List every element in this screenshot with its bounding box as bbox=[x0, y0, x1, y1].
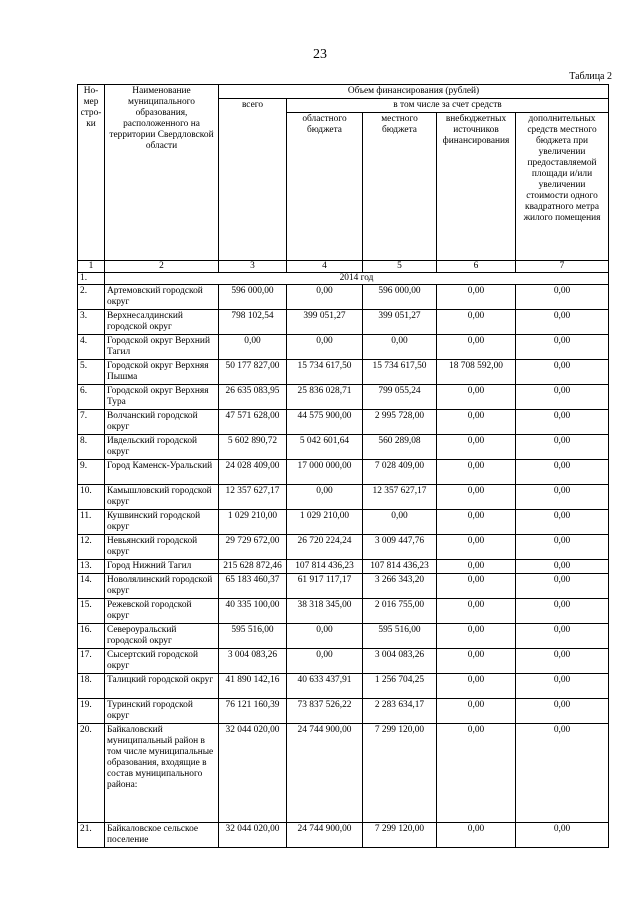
header-extra-budgetary: внебюджетных источников финансирования bbox=[437, 113, 516, 261]
column-number: 2 bbox=[105, 261, 219, 273]
regional-budget-amount: 25 836 028,71 bbox=[287, 385, 363, 410]
row-number: 10. bbox=[78, 485, 105, 510]
regional-budget-amount: 40 633 437,91 bbox=[287, 674, 363, 699]
municipality-name: Кушвинский городской округ bbox=[105, 510, 219, 535]
municipality-name: Байкаловский муниципальный район в том числе муниципальные образования, входящие в состав муниципального района: bbox=[105, 724, 219, 823]
row-number: 17. bbox=[78, 649, 105, 674]
header-total: всего bbox=[219, 99, 287, 261]
regional-budget-amount: 17 000 000,00 bbox=[287, 460, 363, 485]
table-body bbox=[78, 261, 609, 848]
regional-budget-amount: 0,00 bbox=[287, 285, 363, 310]
additional-funds-amount: 0,00 bbox=[516, 435, 609, 460]
table-row bbox=[78, 699, 609, 724]
local-budget-amount: 7 028 409,00 bbox=[363, 460, 437, 485]
regional-budget-amount: 5 042 601,64 bbox=[287, 435, 363, 460]
year-row-number: 1. bbox=[78, 273, 105, 285]
local-budget-amount: 107 814 436,23 bbox=[363, 560, 437, 574]
regional-budget-amount: 26 720 224,24 bbox=[287, 535, 363, 560]
local-budget-amount: 3 266 343,20 bbox=[363, 574, 437, 599]
additional-funds-amount: 0,00 bbox=[516, 485, 609, 510]
additional-funds-amount: 0,00 bbox=[516, 285, 609, 310]
extra-budgetary-amount: 0,00 bbox=[437, 510, 516, 535]
municipality-name: Верхнесалдинский городской округ bbox=[105, 310, 219, 335]
total-amount: 76 121 160,39 bbox=[219, 699, 287, 724]
additional-funds-amount: 0,00 bbox=[516, 624, 609, 649]
row-number: 14. bbox=[78, 574, 105, 599]
regional-budget-amount: 399 051,27 bbox=[287, 310, 363, 335]
additional-funds-amount: 0,00 bbox=[516, 510, 609, 535]
row-number: 7. bbox=[78, 410, 105, 435]
regional-budget-amount: 24 744 900,00 bbox=[287, 724, 363, 823]
regional-budget-amount: 0,00 bbox=[287, 335, 363, 360]
local-budget-amount: 0,00 bbox=[363, 510, 437, 535]
additional-funds-amount: 0,00 bbox=[516, 310, 609, 335]
additional-funds-amount: 0,00 bbox=[516, 649, 609, 674]
municipality-name: Новолялинский городской округ bbox=[105, 574, 219, 599]
row-number: 15. bbox=[78, 599, 105, 624]
additional-funds-amount: 0,00 bbox=[516, 560, 609, 574]
column-number: 1 bbox=[78, 261, 105, 273]
financing-table bbox=[77, 84, 609, 848]
row-number: 19. bbox=[78, 699, 105, 724]
total-amount: 40 335 100,00 bbox=[219, 599, 287, 624]
header-including-sources: в том числе за счет средств bbox=[287, 99, 609, 113]
municipality-name: Камышловский городской округ bbox=[105, 485, 219, 510]
municipality-name: Талицкий городской округ bbox=[105, 674, 219, 699]
total-amount: 798 102,54 bbox=[219, 310, 287, 335]
local-budget-amount: 0,00 bbox=[363, 335, 437, 360]
municipality-name: Городской округ Верхний Тагил bbox=[105, 335, 219, 360]
row-number: 5. bbox=[78, 360, 105, 385]
table-row bbox=[78, 535, 609, 560]
extra-budgetary-amount: 0,00 bbox=[437, 535, 516, 560]
row-number: 3. bbox=[78, 310, 105, 335]
table-row bbox=[78, 510, 609, 535]
row-number: 20. bbox=[78, 724, 105, 823]
additional-funds-amount: 0,00 bbox=[516, 360, 609, 385]
extra-budgetary-amount: 0,00 bbox=[437, 699, 516, 724]
column-number: 4 bbox=[287, 261, 363, 273]
extra-budgetary-amount: 0,00 bbox=[437, 335, 516, 360]
local-budget-amount: 595 516,00 bbox=[363, 624, 437, 649]
extra-budgetary-amount: 0,00 bbox=[437, 574, 516, 599]
extra-budgetary-amount: 0,00 bbox=[437, 435, 516, 460]
column-numbers-row bbox=[78, 261, 609, 273]
total-amount: 47 571 628,00 bbox=[219, 410, 287, 435]
table-row bbox=[78, 724, 609, 823]
municipality-name: Туринский городской округ bbox=[105, 699, 219, 724]
municipality-name: Город Каменск-Уральский bbox=[105, 460, 219, 485]
extra-budgetary-amount: 0,00 bbox=[437, 460, 516, 485]
additional-funds-amount: 0,00 bbox=[516, 599, 609, 624]
regional-budget-amount: 1 029 210,00 bbox=[287, 510, 363, 535]
row-number: 2. bbox=[78, 285, 105, 310]
additional-funds-amount: 0,00 bbox=[516, 335, 609, 360]
extra-budgetary-amount: 0,00 bbox=[437, 285, 516, 310]
header-row-number: Но-мер стро-ки bbox=[78, 85, 105, 261]
total-amount: 596 000,00 bbox=[219, 285, 287, 310]
extra-budgetary-amount: 0,00 bbox=[437, 674, 516, 699]
year-row bbox=[78, 273, 609, 285]
table-row bbox=[78, 560, 609, 574]
total-amount: 29 729 672,00 bbox=[219, 535, 287, 560]
local-budget-amount: 2 283 634,17 bbox=[363, 699, 437, 724]
header-regional-budget: областного бюджета bbox=[287, 113, 363, 261]
extra-budgetary-amount: 0,00 bbox=[437, 624, 516, 649]
column-number: 3 bbox=[219, 261, 287, 273]
table-row bbox=[78, 435, 609, 460]
row-number: 12. bbox=[78, 535, 105, 560]
table-header bbox=[78, 85, 609, 261]
header-local-budget: местного бюджета bbox=[363, 113, 437, 261]
table-label: Таблица 2 bbox=[569, 71, 612, 82]
table-row bbox=[78, 360, 609, 385]
local-budget-amount: 2 016 755,00 bbox=[363, 599, 437, 624]
local-budget-amount: 3 009 447,76 bbox=[363, 535, 437, 560]
column-number: 6 bbox=[437, 261, 516, 273]
municipality-name: Невьянский городской округ bbox=[105, 535, 219, 560]
extra-budgetary-amount: 0,00 bbox=[437, 599, 516, 624]
table-row bbox=[78, 410, 609, 435]
local-budget-amount: 1 256 704,25 bbox=[363, 674, 437, 699]
header-funding-volume: Объем финансирования (рублей) bbox=[219, 85, 609, 99]
row-number: 16. bbox=[78, 624, 105, 649]
municipality-name: Артемовский городской округ bbox=[105, 285, 219, 310]
year-label: 2014 год bbox=[105, 273, 609, 285]
row-number: 4. bbox=[78, 335, 105, 360]
row-number: 6. bbox=[78, 385, 105, 410]
additional-funds-amount: 0,00 bbox=[516, 410, 609, 435]
extra-budgetary-amount: 0,00 bbox=[437, 310, 516, 335]
total-amount: 5 602 890,72 bbox=[219, 435, 287, 460]
regional-budget-amount: 107 814 436,23 bbox=[287, 560, 363, 574]
total-amount: 32 044 020,00 bbox=[219, 823, 287, 848]
regional-budget-amount: 15 734 617,50 bbox=[287, 360, 363, 385]
column-number: 7 bbox=[516, 261, 609, 273]
total-amount: 215 628 872,46 bbox=[219, 560, 287, 574]
regional-budget-amount: 44 575 900,00 bbox=[287, 410, 363, 435]
municipality-name: Режевской городской округ bbox=[105, 599, 219, 624]
local-budget-amount: 2 995 728,00 bbox=[363, 410, 437, 435]
local-budget-amount: 596 000,00 bbox=[363, 285, 437, 310]
header-municipality-name: Наименование муниципального образования, расположенного на территории Свердловской области bbox=[105, 85, 219, 261]
municipality-name: Ивдельский городской округ bbox=[105, 435, 219, 460]
additional-funds-amount: 0,00 bbox=[516, 724, 609, 823]
extra-budgetary-amount: 18 708 592,00 bbox=[437, 360, 516, 385]
row-number: 8. bbox=[78, 435, 105, 460]
table-row bbox=[78, 485, 609, 510]
total-amount: 3 004 083,26 bbox=[219, 649, 287, 674]
regional-budget-amount: 24 744 900,00 bbox=[287, 823, 363, 848]
total-amount: 0,00 bbox=[219, 335, 287, 360]
total-amount: 1 029 210,00 bbox=[219, 510, 287, 535]
extra-budgetary-amount: 0,00 bbox=[437, 649, 516, 674]
municipality-name: Североуральский городской округ bbox=[105, 624, 219, 649]
table-row bbox=[78, 310, 609, 335]
additional-funds-amount: 0,00 bbox=[516, 385, 609, 410]
total-amount: 26 635 083,95 bbox=[219, 385, 287, 410]
additional-funds-amount: 0,00 bbox=[516, 460, 609, 485]
additional-funds-amount: 0,00 bbox=[516, 574, 609, 599]
row-number: 11. bbox=[78, 510, 105, 535]
local-budget-amount: 399 051,27 bbox=[363, 310, 437, 335]
table-row bbox=[78, 624, 609, 649]
row-number: 18. bbox=[78, 674, 105, 699]
regional-budget-amount: 38 318 345,00 bbox=[287, 599, 363, 624]
additional-funds-amount: 0,00 bbox=[516, 699, 609, 724]
additional-funds-amount: 0,00 bbox=[516, 535, 609, 560]
extra-budgetary-amount: 0,00 bbox=[437, 485, 516, 510]
municipality-name: Байкаловское сельское поселение bbox=[105, 823, 219, 848]
local-budget-amount: 7 299 120,00 bbox=[363, 823, 437, 848]
local-budget-amount: 560 289,08 bbox=[363, 435, 437, 460]
municipality-name: Городской округ Верхняя Пышма bbox=[105, 360, 219, 385]
additional-funds-amount: 0,00 bbox=[516, 674, 609, 699]
table-row bbox=[78, 649, 609, 674]
local-budget-amount: 7 299 120,00 bbox=[363, 724, 437, 823]
total-amount: 50 177 827,00 bbox=[219, 360, 287, 385]
table-row bbox=[78, 385, 609, 410]
row-number: 9. bbox=[78, 460, 105, 485]
local-budget-amount: 12 357 627,17 bbox=[363, 485, 437, 510]
regional-budget-amount: 0,00 bbox=[287, 624, 363, 649]
regional-budget-amount: 73 837 526,22 bbox=[287, 699, 363, 724]
table-row bbox=[78, 285, 609, 310]
regional-budget-amount: 61 917 117,17 bbox=[287, 574, 363, 599]
total-amount: 65 183 460,37 bbox=[219, 574, 287, 599]
total-amount: 41 890 142,16 bbox=[219, 674, 287, 699]
extra-budgetary-amount: 0,00 bbox=[437, 385, 516, 410]
local-budget-amount: 15 734 617,50 bbox=[363, 360, 437, 385]
extra-budgetary-amount: 0,00 bbox=[437, 410, 516, 435]
total-amount: 32 044 020,00 bbox=[219, 724, 287, 823]
extra-budgetary-amount: 0,00 bbox=[437, 560, 516, 574]
header-additional-local-funds: дополнительных средств местного бюджета при увеличении предоставляемой площади и/или увеличении стоимости одного квадратного метра жилого помещения bbox=[516, 113, 609, 261]
table-row bbox=[78, 823, 609, 848]
municipality-name: Сысертский городской округ bbox=[105, 649, 219, 674]
row-number: 13. bbox=[78, 560, 105, 574]
municipality-name: Волчанский городской округ bbox=[105, 410, 219, 435]
table-row bbox=[78, 460, 609, 485]
regional-budget-amount: 0,00 bbox=[287, 649, 363, 674]
total-amount: 24 028 409,00 bbox=[219, 460, 287, 485]
column-number: 5 bbox=[363, 261, 437, 273]
municipality-name: Город Нижний Тагил bbox=[105, 560, 219, 574]
extra-budgetary-amount: 0,00 bbox=[437, 724, 516, 823]
total-amount: 12 357 627,17 bbox=[219, 485, 287, 510]
regional-budget-amount: 0,00 bbox=[287, 485, 363, 510]
table-row bbox=[78, 335, 609, 360]
table-row bbox=[78, 674, 609, 699]
local-budget-amount: 799 055,24 bbox=[363, 385, 437, 410]
local-budget-amount: 3 004 083,26 bbox=[363, 649, 437, 674]
total-amount: 595 516,00 bbox=[219, 624, 287, 649]
table-row bbox=[78, 599, 609, 624]
extra-budgetary-amount: 0,00 bbox=[437, 823, 516, 848]
table-row bbox=[78, 574, 609, 599]
row-number: 21. bbox=[78, 823, 105, 848]
additional-funds-amount: 0,00 bbox=[516, 823, 609, 848]
page-number: 23 bbox=[313, 47, 327, 62]
municipality-name: Городской округ Верхняя Тура bbox=[105, 385, 219, 410]
